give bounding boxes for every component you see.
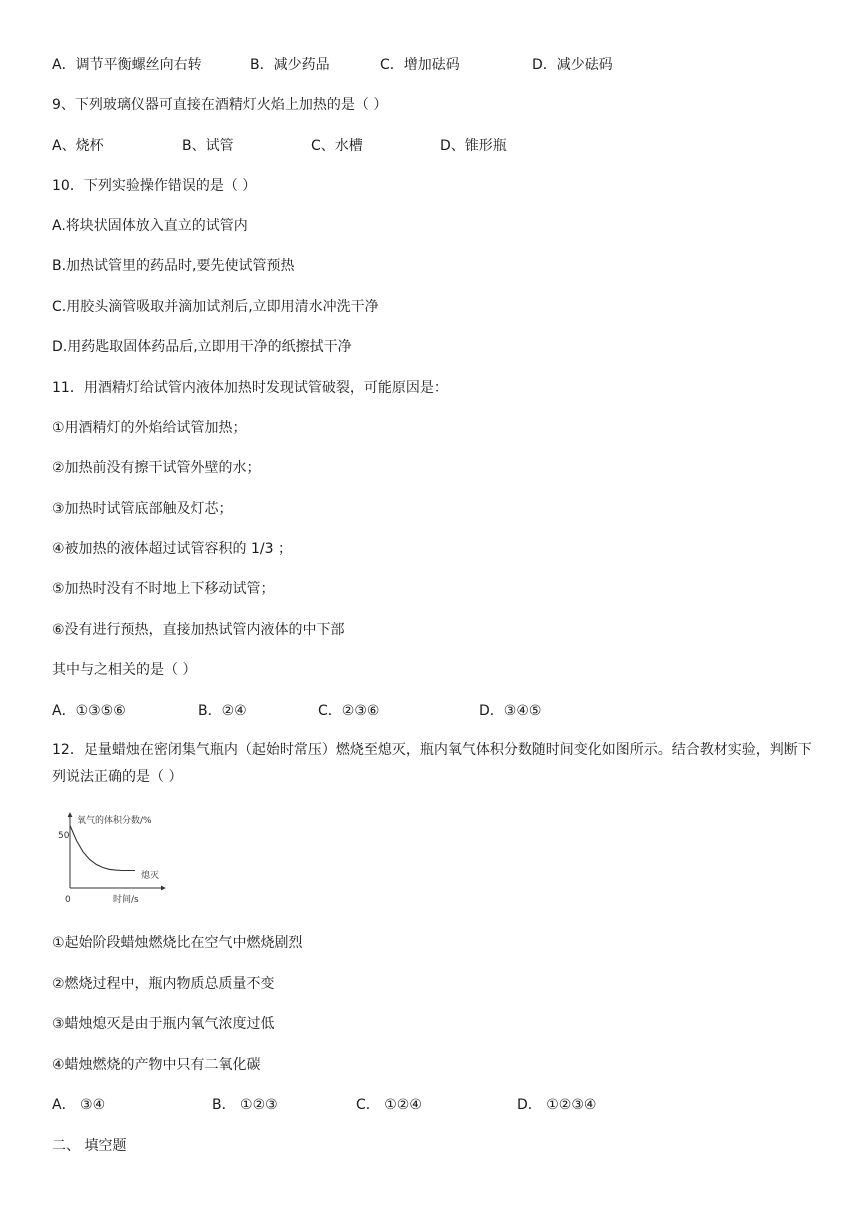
y-tick-50: 50 — [58, 831, 70, 841]
q9-option-a: A、烧杯 — [52, 138, 104, 154]
oxygen-curve — [70, 826, 135, 871]
q8-option-b: B．减少药品 — [250, 57, 330, 73]
q12-options — [52, 1095, 812, 1115]
q11-option-c: C．②③⑥ — [318, 703, 380, 719]
q10-option-a: A.将块状固体放入直立的试管内 — [52, 218, 248, 234]
q10-option-d: D.用药匙取固体药品后,立即用干净的纸擦拭干净 — [52, 339, 352, 355]
q11-item-5: ⑤加热时没有不时地上下移动试管； — [52, 581, 275, 597]
q11-item-3: ③加热时试管底部触及灯芯； — [52, 501, 233, 517]
q10-stem: 10．下列实验操作错误的是（ ） — [52, 178, 257, 194]
section-title: 二、 填空题 — [52, 1138, 127, 1154]
oxygen-fraction-chart — [55, 810, 190, 910]
q11-item-4: ④被加热的液体超过试管容积的 1/3 ； — [52, 541, 292, 557]
q11-question: 其中与之相关的是（ ） — [52, 662, 197, 678]
y-axis-label: 氧气的体积分数/% — [77, 816, 152, 826]
q12-item-1: ①起始阶段蜡烛燃烧比在空气中燃烧剧烈 — [52, 935, 303, 951]
q8-options — [52, 55, 812, 75]
extinguish-annotation: 熄灭 — [141, 871, 160, 881]
q9-option-d: D、锥形瓶 — [440, 138, 507, 154]
q12-option-b: B． ①②③ — [212, 1097, 278, 1113]
q12-stem: 12．足量蜡烛在密闭集气瓶内（起始时常压）燃烧至熄灭，瓶内氧气体积分数随时间变化如图所示。结合教材实验，判断下列说法正确的是（ ） — [52, 742, 812, 785]
q12-item-4: ④蜡烛燃烧的产物中只有二氧化碳 — [52, 1057, 261, 1073]
q11-options — [52, 701, 812, 721]
q9-option-b: B、试管 — [182, 138, 234, 154]
x-tick-0: 0 — [65, 895, 71, 905]
q10-option-b: B.加热试管里的药品时,要先使试管预热 — [52, 258, 295, 274]
q11-item-2: ②加热前没有擦干试管外壁的水； — [52, 460, 261, 476]
series-layer — [70, 826, 135, 871]
q12-option-d: D． ①②③④ — [517, 1097, 597, 1113]
q9-options — [52, 136, 812, 156]
q12-option-c: C． ①②④ — [356, 1097, 422, 1113]
q11-option-b: B．②④ — [198, 703, 247, 719]
q11-option-a: A．①③⑤⑥ — [52, 703, 126, 719]
q8-option-c: C．增加砝码 — [380, 57, 460, 73]
q11-item-1: ①用酒精灯的外焰给试管加热； — [52, 420, 247, 436]
q11-stem: 11．用酒精灯给试管内液体加热时发现试管破裂，可能原因是： — [52, 380, 448, 396]
x-axis-label: 时间/s — [113, 895, 139, 905]
q9-option-c: C、水槽 — [311, 138, 363, 154]
q11-option-d: D．③④⑤ — [479, 703, 542, 719]
q8-option-a: A．调节平衡螺丝向右转 — [52, 57, 202, 73]
q12-option-a: A． ③④ — [52, 1097, 106, 1113]
q12-item-2: ②燃烧过程中，瓶内物质总质量不变 — [52, 976, 275, 992]
q8-option-d: D．减少砝码 — [532, 57, 613, 73]
q11-item-6: ⑥没有进行预热，直接加热试管内液体的中下部 — [52, 622, 345, 638]
q10-option-c: C.用胶头滴管吸取并滴加试剂后,立即用清水冲洗干净 — [52, 299, 379, 315]
q12-item-3: ③蜡烛熄灭是由于瓶内氧气浓度过低 — [52, 1016, 275, 1032]
q9-stem: 9、下列玻璃仪器可直接在酒精灯火焰上加热的是（ ） — [52, 97, 388, 113]
